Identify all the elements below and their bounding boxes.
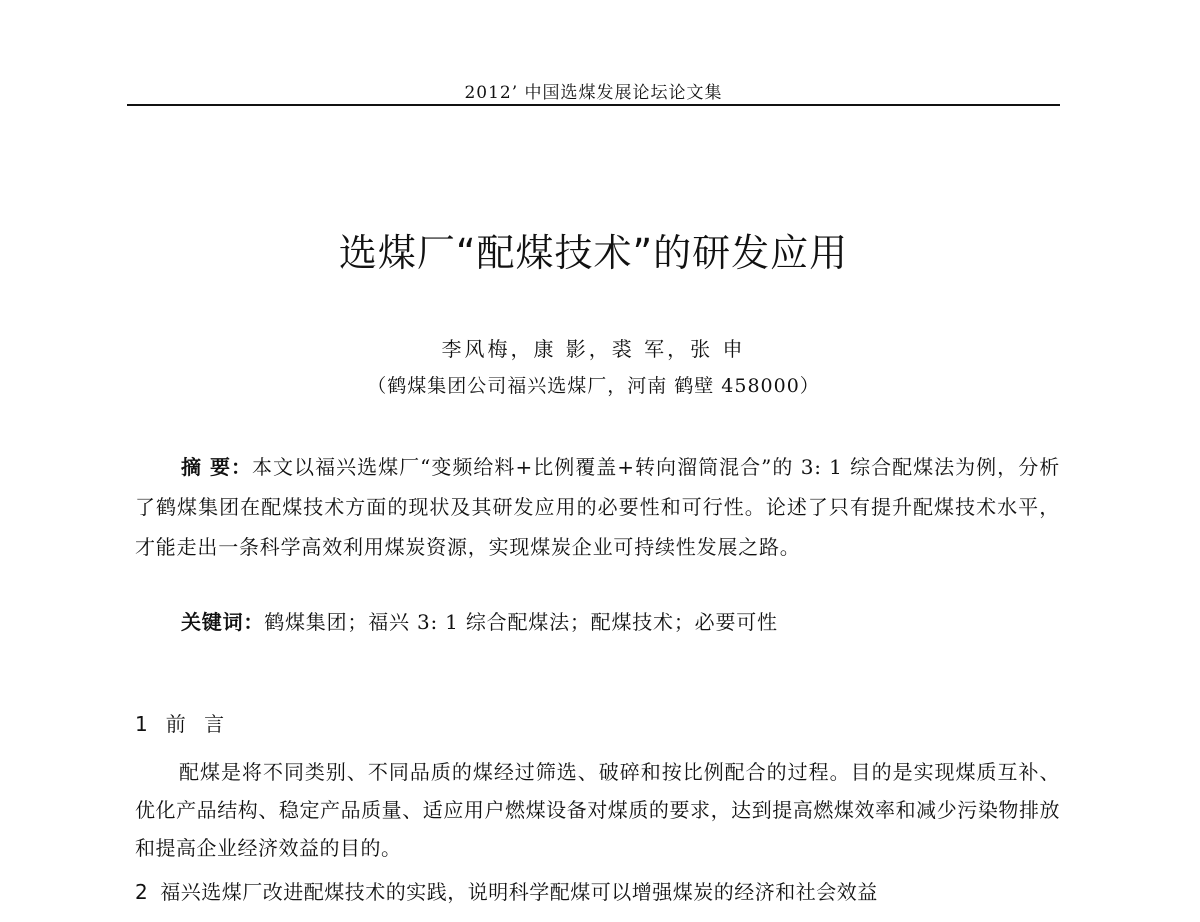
running-header: 2012’ 中国选煤发展论坛论文集 <box>464 83 723 103</box>
paper-title: 选煤厂“配煤技术”的研发应用 <box>338 231 849 275</box>
section-number: 2 <box>135 880 149 904</box>
abstract <box>135 447 1060 567</box>
section-title: 前 言 <box>165 712 231 736</box>
section-heading-intro <box>135 708 1060 737</box>
intro-paragraph: 配煤是将不同类别、不同品质的煤经过筛选、破碎和按比例配合的过程。目的是实现煤质互补、优化产品结构、稳定产品质量、适应用户燃煤设备对煤质的要求，达到提高燃煤效率和减少污染物排放和提高企业经济效益的目的。 <box>135 760 1060 860</box>
keywords-label: 关键词： <box>181 610 265 634</box>
abstract-text: 本文以福兴选煤厂“变频给料+比例覆盖+转向溜筒混合”的 3: 1 综合配煤法为例，分析了鹤煤集团在配煤技术方面的现状及其研发应用的必要性和可行性。论述了只有提升配煤技术水平，才能走出一条科学高效利用煤炭资源，实现煤炭企业可持续性发展之路。 <box>135 455 1061 559</box>
author-list: 李风梅，康 影，裘 军，张 申 <box>441 337 746 361</box>
keywords <box>181 606 1061 635</box>
keywords-text: 鹤煤集团；福兴 3: 1 综合配煤法；配煤技术；必要可性 <box>264 610 778 634</box>
affiliation: （鹤煤集团公司福兴选煤厂，河南 鹤壁 458000） <box>367 375 820 397</box>
section-heading-practice <box>135 876 1060 905</box>
header-rule <box>127 104 1060 106</box>
section-title: 福兴选煤厂改进配煤技术的实践，说明科学配煤可以增强煤炭的经济和社会效益 <box>160 880 878 904</box>
section-number: 1 <box>135 712 154 736</box>
abstract-label: 摘 要： <box>181 455 253 479</box>
